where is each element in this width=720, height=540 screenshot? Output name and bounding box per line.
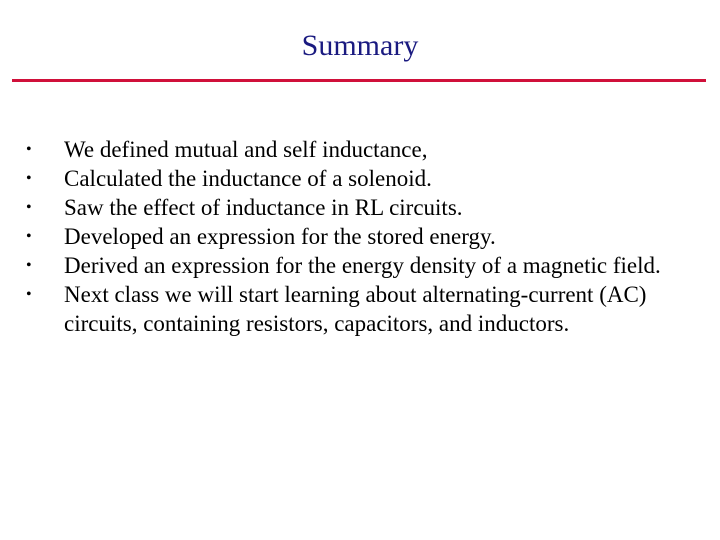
bullet-text: Next class we will start learning about alternating-current (AC) circuits, containing resistors, capacitors, and inductors. [64,282,647,336]
bullet-item [24,222,704,251]
bullet-text: Derived an expression for the energy density of a magnetic field. [64,253,661,278]
bullet-item [24,193,704,222]
bullet-text: Calculated the inductance of a solenoid. [64,166,432,191]
bullet-icon: • [26,170,32,187]
bullet-text: Saw the effect of inductance in RL circuits. [64,195,463,220]
bullet-icon: • [26,257,32,274]
bullet-text: We defined mutual and self inductance, [64,137,428,162]
bullet-icon: • [26,228,32,245]
bullet-icon: • [26,199,32,216]
title-divider [12,79,706,82]
bullet-item [24,135,704,164]
slide-title: Summary [301,29,419,62]
bullet-icon: • [26,286,32,303]
bullet-item [24,280,704,338]
bullet-text: Developed an expression for the stored energy. [64,224,496,249]
bullet-icon: • [26,141,32,158]
bullet-item [24,164,704,193]
bullet-list [24,135,704,338]
bullet-item [24,251,704,280]
